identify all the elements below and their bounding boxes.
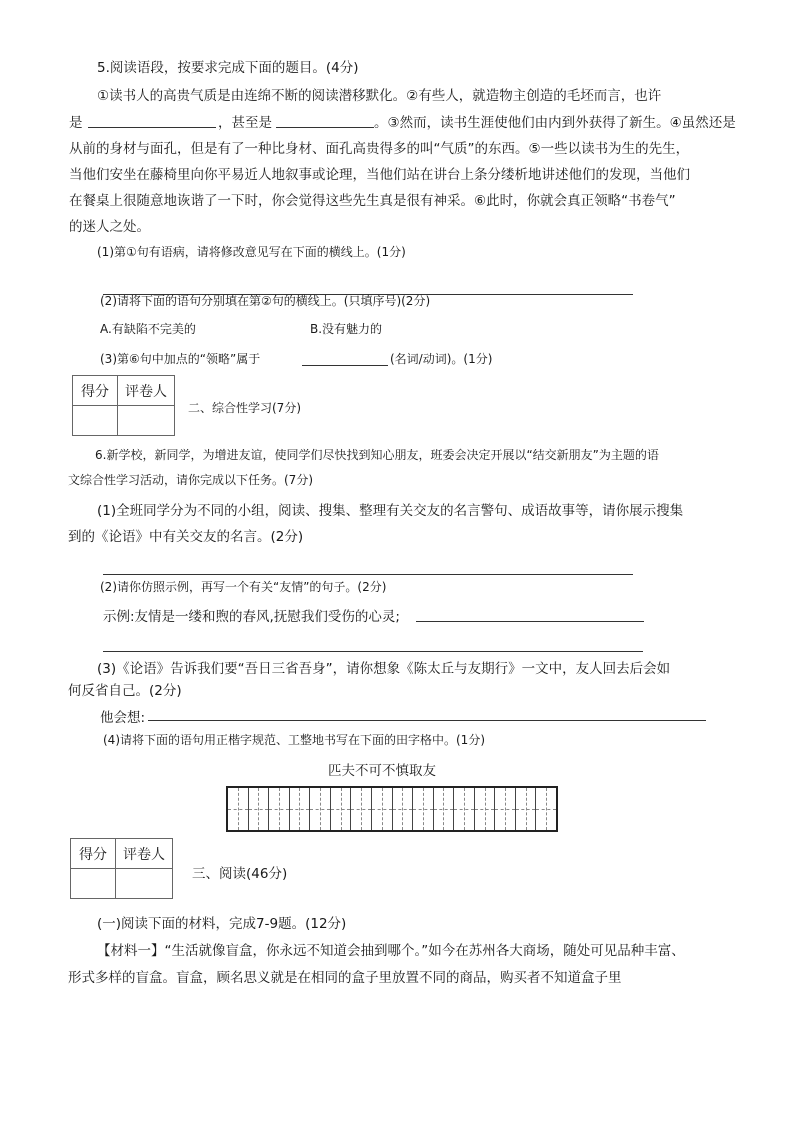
q6-sub2-answer-line[interactable] [103,651,643,652]
grader-label: 评卷人 [118,376,175,406]
grader-label: 评卷人 [116,839,173,869]
grid-cell[interactable] [351,788,372,830]
q6-sub4: (4)请将下面的语句用正楷字规范、工整地书写在下面的田字格中。(1分) [103,733,485,747]
grid-cell[interactable] [310,788,331,830]
grid-cell[interactable] [413,788,434,830]
score-cell[interactable] [71,869,116,899]
grid-cell[interactable] [536,788,556,830]
grid-cell[interactable] [516,788,537,830]
reading-part1: (一)阅读下面的材料，完成7-9题。(12分) [97,916,347,932]
q5-paragraph-line3: 从前的身材与面孔，但是有了一种比身材、面孔高贵得多的叫“气质”的东西。⑤一些以读书为生的先生， [69,141,690,157]
q6-sub3-line1: (3)《论语》告诉我们要“吾日三省吾身”，请你想象《陈太丘与友期行》一文中，友人回去后会如 [97,661,671,677]
grader-cell[interactable] [116,869,173,899]
q5-option-a: A.有缺陷不完美的 [100,322,196,336]
grid-cell[interactable] [393,788,414,830]
material1-line2: 形式多样的盲盒。盲盒，顾名思义就是在相同的盒子里放置不同的商品，购买者不知道盒子里 [68,970,622,986]
grid-cell[interactable] [434,788,455,830]
grid-cell[interactable] [495,788,516,830]
grid-cell[interactable] [249,788,270,830]
q6-intro-line2: 文综合性学习活动，请你完成以下任务。(7分) [68,473,313,487]
q6-sub1-line2: 到的《论语》中有关交友的名言。(2分) [68,529,304,545]
q5-option-b: B.没有魅力的 [310,322,383,336]
q6-sub1-line1: (1)全班同学分为不同的小组，阅读、搜集、整理有关交友的名言警句、成语故事等，请你展示搜集 [97,503,684,519]
grid-cell[interactable] [269,788,290,830]
score-label: 得分 [73,376,118,406]
grid-cell[interactable] [454,788,475,830]
q5-paragraph-line6: 的迷人之处。 [69,219,150,235]
grid-cell[interactable] [228,788,249,830]
q6-think-answer-line[interactable] [148,720,706,721]
q5-blank-2[interactable] [276,127,374,128]
q5-sub3a: (3)第⑥句中加点的“领略”属于 [100,352,261,366]
q5-paragraph-line2b: ，甚至是 [218,115,272,131]
q5-paragraph-line1: ①读书人的高贵气质是由连绵不断的阅读潜移默化。②有些人，就造物主创造的毛坯而言，也许 [97,88,662,104]
section2-title: 二、综合性学习(7分) [188,401,301,415]
q5-sub3b: (名词/动词)。(1分) [390,352,493,366]
q5-heading: 5.阅读语段，按要求完成下面的题目。(4分) [97,60,359,76]
grid-cell[interactable] [290,788,311,830]
grid-cell[interactable] [372,788,393,830]
q5-blank-1[interactable] [88,127,216,128]
q6-copy-text: 匹夫不可不慎取友 [328,763,436,779]
q5-paragraph-line4: 当他们安坐在藤椅里向你平易近人地叙事或论理，当他们站在讲台上条分缕析地讲述他们的发现，当他们 [69,167,690,183]
q6-sub2: (2)请你仿照示例，再写一个有关“友情”的句子。(2分) [100,580,387,594]
q6-intro-line1: 6.新学校，新同学，为增进友谊，使同学们尽快找到知心朋友，班委会决定开展以“结交新朋友”为主题的语 [95,448,659,462]
q5-sub1: (1)第①句有语病，请将修改意见写在下面的横线上。(1分) [97,245,406,259]
q6-example-blank[interactable] [416,621,644,622]
score-box-1 [72,375,175,436]
q6-sub1-answer-line[interactable] [103,574,633,575]
grid-cell[interactable] [475,788,496,830]
section3-title: 三、阅读(46分) [192,866,288,882]
tianzige-grid[interactable] [226,786,558,832]
q5-paragraph-line2c: 。③然而，读书生涯使他们由内到外获得了新生。④虽然还是 [374,115,736,131]
score-cell[interactable] [73,406,118,436]
grader-cell[interactable] [118,406,175,436]
q6-sub3-line2: 何反省自己。(2分) [68,683,182,699]
score-box-2 [70,838,173,899]
q6-example: 示例:友情是一缕和煦的春风,抚慰我们受伤的心灵; [103,609,400,625]
q6-think-label: 他会想: [100,710,146,726]
q5-sub3-blank[interactable] [302,365,388,366]
q5-paragraph-line5: 在餐桌上很随意地诙谐了一下时，你会觉得这些先生真是很有神采。⑥此时，你就会真正领略“书卷气” [69,193,676,209]
grid-cell[interactable] [331,788,352,830]
material1-line1: 【材料一】“生活就像盲盒，你永远不知道会抽到哪个。”如今在苏州各大商场，随处可见品种丰富、 [97,943,685,959]
q5-paragraph-line2a: 是 [69,115,83,131]
q5-sub2: (2)请将下面的语句分别填在第②句的横线上。(只填序号)(2分) [100,294,431,308]
score-label: 得分 [71,839,116,869]
